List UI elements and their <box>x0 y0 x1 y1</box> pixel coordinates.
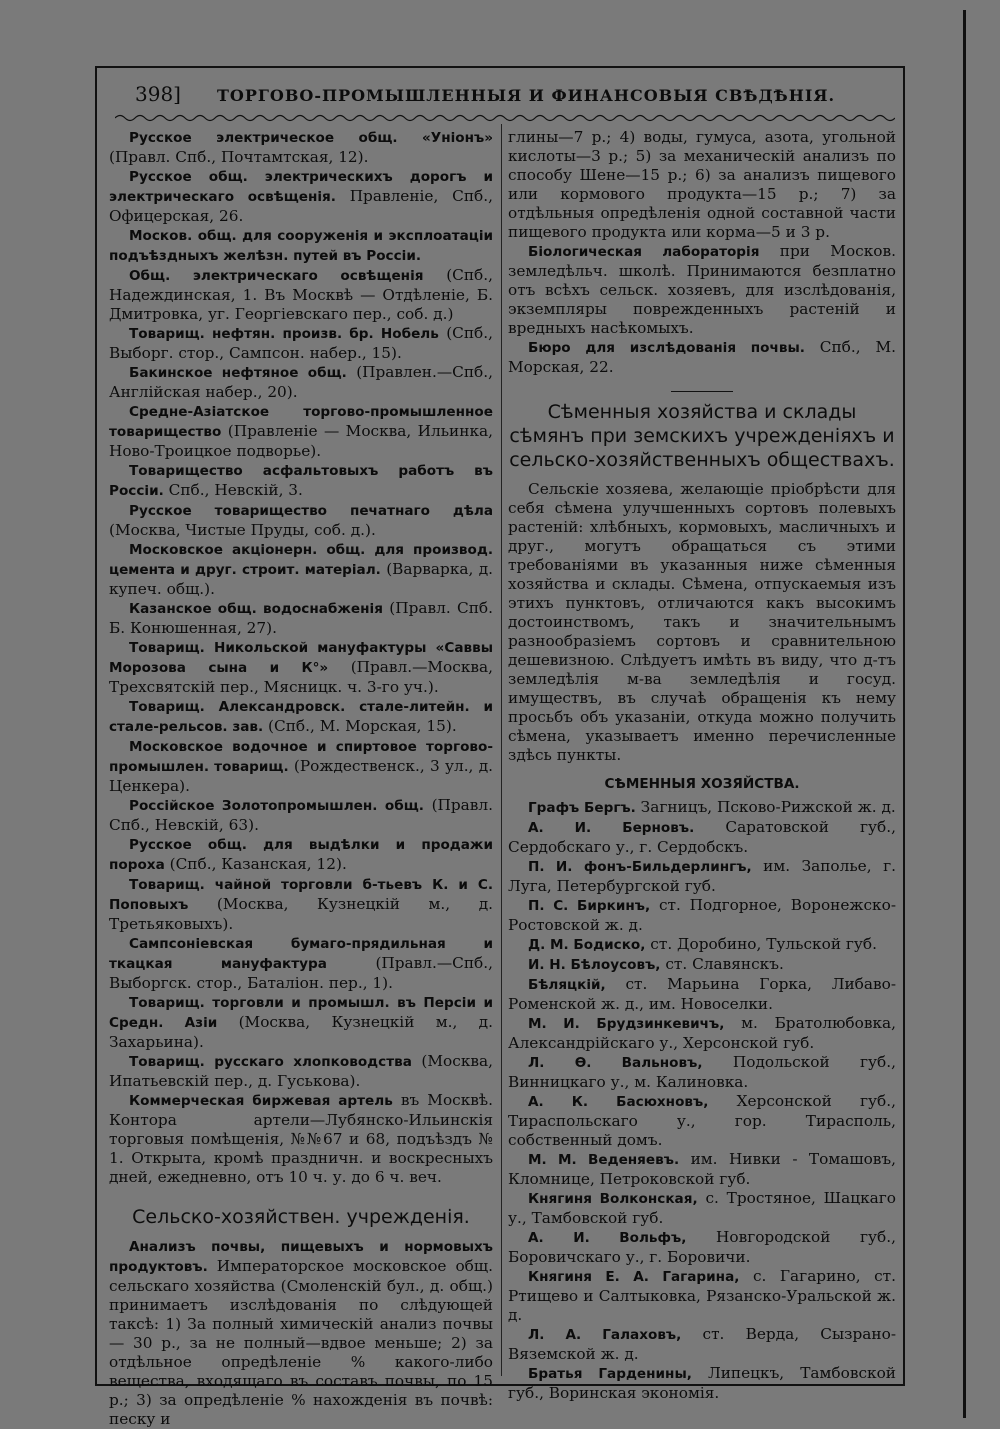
entry-name: П. С. Биркинъ, <box>528 898 651 914</box>
entry-name: Бѣляцкій, <box>528 977 606 993</box>
scan-edge-line <box>963 10 966 1418</box>
entry-name: А. К. Басюхновъ, <box>528 1094 709 1110</box>
entry-name: Товарищ. торговли и промышл. въ Персіи и Средн. Азіи <box>109 995 493 1031</box>
entry-text: Липецкъ, Тамбовской губ., Воринская экономія. <box>508 1364 896 1402</box>
section-heading-seed-farms: Сѣменныя хозяйства и склады сѣмянъ при земскихъ учрежденіяхъ и сельско-хозяйственныхъ обществахъ. <box>509 401 895 471</box>
entry-name: Товарищ. Никольской мануфактуры «Саввы Морозова сына и К°» <box>109 640 493 676</box>
entry-name: И. Н. Бѣлоусовъ, <box>528 957 661 973</box>
entry-text: (Варварка, д. купеч. общ.). <box>109 560 493 598</box>
entry-name: Товарищ. русскаго хлопководства <box>129 1054 412 1070</box>
entry-text: (Спб., Казанская, 12). <box>169 855 347 873</box>
directory-entry <box>109 1091 493 1187</box>
directory-entry <box>109 835 493 875</box>
entry-text: (Правленіе — Москва, Ильинка, Ново-Троицкое подворье). <box>109 422 493 460</box>
directory-entry <box>508 935 896 955</box>
entry-name: Бюро для изслѣдованія почвы. <box>528 340 805 356</box>
analysis-entry <box>109 1237 493 1429</box>
subheading-seed-farms: СѢМЕННЫЯ ХОЗЯЙСТВА. <box>604 776 800 792</box>
directory-entry <box>508 1150 896 1189</box>
right-entries-list <box>508 242 896 377</box>
entry-name: Москов. общ. для сооруженія и эксплоатаціи подъѣздныхъ желѣзн. путей въ Россіи. <box>109 228 493 264</box>
directory-entry <box>109 501 493 540</box>
directory-entry <box>109 363 493 402</box>
entry-name: Коммерческая биржевая артель <box>129 1093 393 1109</box>
entry-name: Средне-Азіатское торгово-промышленное товарищество <box>109 404 493 440</box>
entry-text: ст. Марьина Горка, Либаво-Роменской ж. д., им. Новоселки. <box>508 975 896 1013</box>
directory-entry <box>109 402 493 461</box>
intro-paragraph: Сельскіе хозяева, желающіе пріобрѣсти для себя сѣмена улучшенныхъ сортовъ полевыхъ растеній: хлѣбныхъ, кормовыхъ, масличныхъ и друг., могутъ обращаться съ этими требованіями въ указанныя ниже сѣменныя хозяйства и склады. Сѣмена, отпускаемыя изъ этихъ пунктовъ, отличаются какъ высокимъ достоинствомъ, такъ и значительнымъ разнообразіемъ сортовъ и сравнительною дешевизною. Слѣдуетъ имѣть въ виду, что д-тъ земледѣлія м-ва земледѣлія и госуд. имуществъ, въ случаѣ обращенія къ нему просьбъ объ указаніи, откуда можно получить сѣмена, указываетъ именно перечисленные здѣсь пункты. <box>508 480 896 764</box>
entry-text: (Москва, Кузнецкій м., д. Захарьина). <box>109 1013 493 1051</box>
entry-text: въ Москвѣ. Контора артели—Лубянско-Ильинскія торговыя помѣщенія, №№67 и 68, подъѣздъ № 1. Открыта, кромѣ праздничн. и воскресныхъ дней, ежедневно, отъ 10 ч. у. до 6 ч. веч. <box>109 1091 493 1186</box>
running-title: ТОРГОВО-ПРОМЫШЛЕННЫЯ И ФИНАНСОВЫЯ СВѢДѢНІЯ. <box>217 86 836 105</box>
directory-entry <box>508 1228 896 1267</box>
directory-entry <box>109 1052 493 1091</box>
directory-entry <box>508 242 896 338</box>
entry-name: Товарищество асфальтовыхъ работъ въ Россіи. <box>109 463 493 499</box>
entry-name: Товарищ. нефтян. произв. бр. Нобель <box>129 326 439 342</box>
entry-text: Подольской губ., Винницкаго у., м. Калиновка. <box>508 1053 896 1091</box>
column-divider <box>501 124 502 1376</box>
header-wavy-rule <box>115 112 895 124</box>
entry-text: (Правл. Спб., Невскій, 63). <box>109 796 493 834</box>
directory-entry <box>508 1053 896 1092</box>
entry-name: Княгиня Е. А. Гагарина, <box>528 1269 740 1285</box>
directory-entry <box>109 461 493 501</box>
entry-name: Л. Ѳ. Вальновъ, <box>528 1055 703 1071</box>
entry-text: (Москва, Кузнецкій м., д. Третьяковыхъ). <box>109 895 493 933</box>
continuation-text: глины—7 р.; 4) воды, гумуса, азота, угольной кислоты—3 р.; 5) за механическій анализъ по способу Шене—15 р.; 6) за анализъ пищевого или кормового продукта—15 р.; 7) за отдѣльныя опредѣленія одной составной части пищевого продукта или корма—5 и 3 р. <box>508 128 896 241</box>
entry-text: (Москва, Чистые Пруды, соб. д.). <box>109 521 376 539</box>
entry-text: ст. Доробино, Тульской губ. <box>650 935 877 953</box>
entry-text: им. Нивки - Томашовъ, Кломнице, Петроковской губ. <box>508 1150 897 1188</box>
short-rule <box>671 391 733 392</box>
directory-entry <box>508 798 896 818</box>
entry-text: (Правлен.—Спб., Англійская набер., 20). <box>109 363 493 401</box>
entry-text: (Спб., М. Морская, 15). <box>268 717 457 735</box>
directory-entry <box>109 167 493 226</box>
directory-entry <box>508 1189 896 1228</box>
section-heading-agricultural: Сельско-хозяйствен. учрежденія. <box>132 1206 470 1228</box>
right-column <box>508 128 896 1403</box>
page-number: 398] <box>135 82 181 106</box>
directory-entry <box>508 1014 896 1053</box>
entry-text: Загницъ, Псково-Рижской ж. д. <box>640 798 896 816</box>
entry-name: Графъ Бергъ. <box>528 800 636 816</box>
entry-text: Новгородской губ., Боровичскаго у., г. Боровичи. <box>508 1228 896 1266</box>
directory-entry <box>109 875 493 934</box>
entry-text: им. Заполье, г. Луга, Петербургской губ. <box>508 857 896 895</box>
directory-entry <box>109 934 493 993</box>
entry-name: Русское общ. для выдѣлки и продажи пороха <box>109 837 493 873</box>
entry-text: Спб., Невскій, 3. <box>168 481 303 499</box>
entry-name: Товарищ. Александровск. стале-литейн. и стале-рельсов. зав. <box>109 699 493 735</box>
entry-name: М. И. Брудзинкевичъ, <box>528 1016 725 1032</box>
entry-name: Общ. электрическаго освѣщенія <box>129 268 424 284</box>
directory-entry <box>508 1267 896 1325</box>
directory-entry <box>109 737 493 796</box>
entry-text: с. Гагарино, ст. Ртищево и Салтыковка, Рязанско-Уральской ж. д. <box>508 1267 896 1324</box>
directory-entry <box>508 975 896 1014</box>
entry-name: Бакинское нефтяное общ. <box>129 365 347 381</box>
entry-text: Правленіе, Спб., Офицерская, 26. <box>109 187 493 225</box>
entry-text: (Правл.—Спб., Выборгск. стор., Баталіон. пер., 1). <box>109 954 493 992</box>
entry-text: (Правл.—Москва, Трехсвятскій пер., Мясницк. ч. 3-го уч.). <box>109 658 493 696</box>
entry-text: Херсонской губ., Тираспольскаго у., гор. Тирасполь, собственный домъ. <box>508 1092 896 1149</box>
directory-entry <box>508 1325 896 1364</box>
entry-text: (Москва, Ипатьевскій пер., д. Гуськова). <box>109 1052 493 1090</box>
entry-name: Товарищ. чайной торговли б-тьевъ К. и С. Поповыхъ <box>109 877 493 913</box>
page-header <box>135 82 835 112</box>
entry-name: Княгиня Волконская, <box>528 1191 698 1207</box>
directory-entry <box>508 818 896 857</box>
directory-entry <box>508 1092 896 1150</box>
entry-text: при Москов. земледѣльч. школѣ. Принимаются безплатно отъ всѣхъ сельск. хозяевъ, для изслѣдованія, экземпляры поврежденныхъ растеній и вредныхъ насѣкомыхъ. <box>508 242 896 337</box>
directory-entry <box>109 266 493 324</box>
entry-text: Саратовской губ., Сердобскаго у., г. Сердобскъ. <box>508 818 896 856</box>
directory-entry <box>109 638 493 697</box>
entry-name: Русское электрическое общ. «Уніонъ» <box>129 130 493 146</box>
entry-name: Россійское Золотопромышлен. общ. <box>129 798 424 814</box>
entry-text: ст. Подгорное, Воронежско-Ростовской ж. д. <box>508 896 896 934</box>
directory-entry <box>508 338 896 377</box>
entry-text: (Рождественск., 3 ул., д. Ценкера). <box>109 757 493 795</box>
directory-entry <box>508 955 896 975</box>
directory-entry <box>109 540 493 599</box>
entry-text: м. Братолюбовка, Александрійскаго у., Херсонской губ. <box>508 1014 896 1052</box>
directory-entry <box>109 128 493 167</box>
entry-name: Д. М. Бодиско, <box>528 937 646 953</box>
entry-text: (Спб., Выборг. стор., Сампсон. набер., 15). <box>109 324 493 362</box>
directory-entry <box>109 324 493 363</box>
entry-name: А. И. Вольфъ, <box>528 1230 687 1246</box>
left-column <box>109 128 493 1429</box>
entry-name: Московское водочное и спиртовое торгово-промышлен. товарищ. <box>109 739 493 775</box>
entry-text: (Правл. Спб. Б. Конюшенная, 27). <box>109 599 493 637</box>
entry-name: Русское общ. электрическихъ дорогъ и электрическаго освѣщенія. <box>109 169 493 205</box>
directory-entry <box>508 1364 896 1403</box>
directory-entry <box>109 226 493 266</box>
entry-name: Анализъ почвы, пищевыхъ и нормовыхъ продуктовъ. <box>109 1239 493 1275</box>
directory-entry <box>109 993 493 1052</box>
entry-name: Братья Гарденины, <box>528 1366 692 1382</box>
farm-entries-list <box>508 798 896 1403</box>
entry-name: Русское товарищество печатнаго дѣла <box>129 503 493 519</box>
directory-entry <box>109 697 493 737</box>
left-entries-list <box>109 128 493 1187</box>
entry-name: Л. А. Галаховъ, <box>528 1327 682 1343</box>
entry-name: Сампсоніевская бумаго-прядильная и ткацкая мануфактура <box>109 936 493 972</box>
directory-entry <box>508 857 896 896</box>
entry-name: Біологическая лабораторія <box>528 244 760 260</box>
entry-text: (Правл. Спб., Почтамтская, 12). <box>109 148 369 166</box>
directory-entry <box>109 796 493 835</box>
entry-text: Императорское московское общ. сельскаго хозяйства (Смоленскій бул., д. общ.) принимаетъ изслѣдованія по слѣдующей таксѣ: 1) За полный химическій анализ почвы — 30 р., за не полный—вдвое меньше; 2) за отдѣльное опредѣленіе % какого-либо вещества, входящаго въ составъ почвы, по 15 р.; 3) за опредѣленіе % нахожденія въ почвѣ: песку и <box>109 1257 493 1428</box>
entry-text: ст. Верда, Сызрано-Вяземской ж. д. <box>508 1325 896 1363</box>
entry-name: П. И. фонъ-Бильдерлингъ, <box>528 859 752 875</box>
entry-name: Московское акціонерн. общ. для производ. цемента и друг. строит. матеріал. <box>109 542 493 578</box>
entry-name: М. М. Веденяевъ. <box>528 1152 680 1168</box>
directory-entry <box>109 599 493 638</box>
entry-text: Спб., М. Морская, 22. <box>508 338 896 376</box>
entry-text: с. Тростяное, Шацкаго у., Тамбовской губ. <box>508 1189 896 1227</box>
directory-entry <box>508 896 896 935</box>
entry-name: А. И. Берновъ. <box>528 820 695 836</box>
entry-text: ст. Славянскъ. <box>665 955 784 973</box>
entry-text: (Спб., Надеждинская, 1. Въ Москвѣ — Отдѣленіе, Б. Дмитровка, уг. Георгіевскаго пер., соб. д.) <box>109 266 493 323</box>
entry-name: Казанское общ. водоснабженія <box>129 601 383 617</box>
